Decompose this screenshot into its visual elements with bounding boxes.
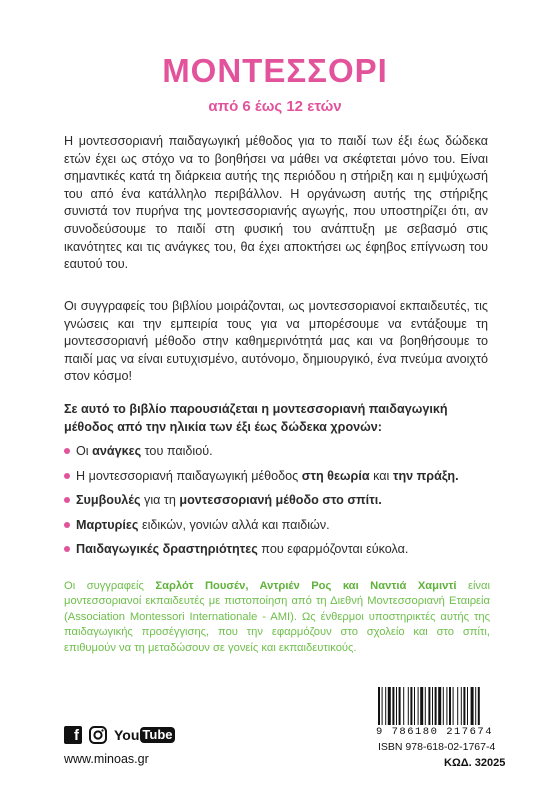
list-item: Μαρτυρίες ειδικών, γονιών αλλά και παιδιών. xyxy=(64,517,504,534)
bullet-dot-icon xyxy=(64,522,70,528)
barcode xyxy=(376,687,510,738)
barcode-bar xyxy=(449,687,451,725)
barcode-bar xyxy=(428,687,430,725)
bullet-dot-icon xyxy=(64,546,70,552)
list-item: Οι ανάγκες του παιδιού. xyxy=(64,443,504,460)
description-paragraph-1: Η μοντεσσοριανή παιδαγωγική μέθοδος για το παιδί των έξι έως δώδεκα ετών έχει ως στόχο να το βοηθήσει να μάθει να σκέφτεται μόνο του. Είναι σημαντικές κατά τη διάρκεια αυτής της περιόδου η στήριξη και η εμψύχωσή του από ένα κατάλληλο περιβάλλον. Η οργάνωση αυτής της στήριξης συνιστά τον πυρήνα της μοντεσσοριανής αγωγής, που υποστηρίζει ότι, αν συνοδεύσουμε το παιδί στη φυσική του ανάπτυξη με σεβασμό στις ικανότητες και τις ανάγκες του, θα έχει αποκτήσει ως έφηβος επίγνωση του εαυτού του. xyxy=(64,134,488,272)
bullet-dot-icon xyxy=(64,497,70,503)
barcode-bar xyxy=(410,687,412,725)
list-item: Η μοντεσσοριανή παιδαγωγική μέθοδος στη θεωρία και την πράξη. xyxy=(64,468,504,485)
barcode-bar xyxy=(432,687,433,725)
isbn: ISBN 978-618-02-1767-4 xyxy=(378,741,496,753)
barcode-bar xyxy=(478,687,480,725)
barcode-bar xyxy=(435,687,437,725)
barcode-bar xyxy=(399,687,401,725)
facebook-icon[interactable]: f xyxy=(64,726,82,744)
barcode-bar xyxy=(418,687,419,725)
barcode-bar xyxy=(461,687,462,725)
barcode-bar xyxy=(396,687,397,725)
barcode-bar xyxy=(382,687,383,725)
barcode-bar xyxy=(446,687,447,725)
bullet-dot-icon xyxy=(64,473,70,479)
authors-names: Σαρλότ Πουσέν, Αντριέν Ρος και Ναντιά Χαμιντί xyxy=(155,580,457,592)
barcode-bar xyxy=(457,687,458,725)
barcode-bar xyxy=(443,687,444,725)
barcode-bar xyxy=(408,687,409,725)
contents-list xyxy=(64,443,504,566)
product-code: ΚΩΔ. 32025 xyxy=(444,757,506,769)
contents-lead: Σε αυτό το βιβλίο παρουσιάζεται η μοντεσσοριανή παιδαγωγική μέθοδος από την ηλικία των έξι έως δώδεκα χρονών: xyxy=(64,402,448,434)
youtube-icon[interactable]: You Tube xyxy=(114,727,173,743)
authors-bio: Οι συγγραφείς Σαρλότ Πουσέν, Αντριέν Ρος και Ναντιά Χαμιντί είναι μοντεσσοριανοί εκπαιδευτές με πιστοποίηση από τη Διεθνή Μοντεσσοριανή Εταιρεία (Association Montessori Internationale - AMI). Ως ένθερμοι υποστηρικτές αυτής της παιδαγωγικής προσέγγισης, που την εφαρμόζουν στο σχολείο και στο σπίτι, επιθυμούν να τη μεταδώσουν σε γονείς και εκπαιδευτικούς. xyxy=(64,580,490,654)
instagram-icon[interactable] xyxy=(89,726,107,744)
barcode-bar xyxy=(467,687,468,725)
barcode-bar xyxy=(392,687,394,725)
description-paragraph-2: Οι συγγραφείς του βιβλίου μοιράζονται, ως μοντεσσοριανοί εκπαιδευτές, τις γνώσεις και την εμπειρία τους για να μπορέσουμε να εντάξουμε τη μοντεσσοριανή μέθοδο στην καθημερινότητά μας και να βοηθήσουμε το παιδί μας να είναι ευτυχισμένο, αυτόνομο, δημιουργικό, ένα πνεύμα ανοιχτό στον κόσμο! xyxy=(64,299,488,384)
barcode-bar xyxy=(388,687,391,725)
barcode-bar xyxy=(420,687,423,725)
barcode-bars xyxy=(376,687,508,725)
barcode-bar xyxy=(438,687,441,725)
barcode-bar xyxy=(471,687,474,725)
barcode-bar xyxy=(453,687,454,725)
barcode-bar xyxy=(378,687,380,725)
barcode-bar xyxy=(463,687,465,725)
barcode-bar xyxy=(475,687,476,725)
book-title: ΜΟΝΤΕΣΣΟΡΙ xyxy=(162,52,388,89)
barcode-bar xyxy=(403,687,404,725)
barcode-bar xyxy=(414,687,415,725)
publisher-website[interactable]: www.minoas.gr xyxy=(64,752,149,766)
list-item: Συμβουλές για τη μοντεσσοριανή μέθοδο στο σπίτι. xyxy=(64,492,504,509)
social-links xyxy=(64,726,175,744)
barcode-bar xyxy=(425,687,426,725)
book-subtitle: από 6 έως 12 ετών xyxy=(208,98,342,115)
list-item: Παιδαγωγικές δραστηριότητες που εφαρμόζονται εύκολα. xyxy=(64,541,504,558)
barcode-bar xyxy=(385,687,386,725)
barcode-number: 9 786180 217674 xyxy=(376,726,494,738)
bullet-dot-icon xyxy=(64,448,70,454)
